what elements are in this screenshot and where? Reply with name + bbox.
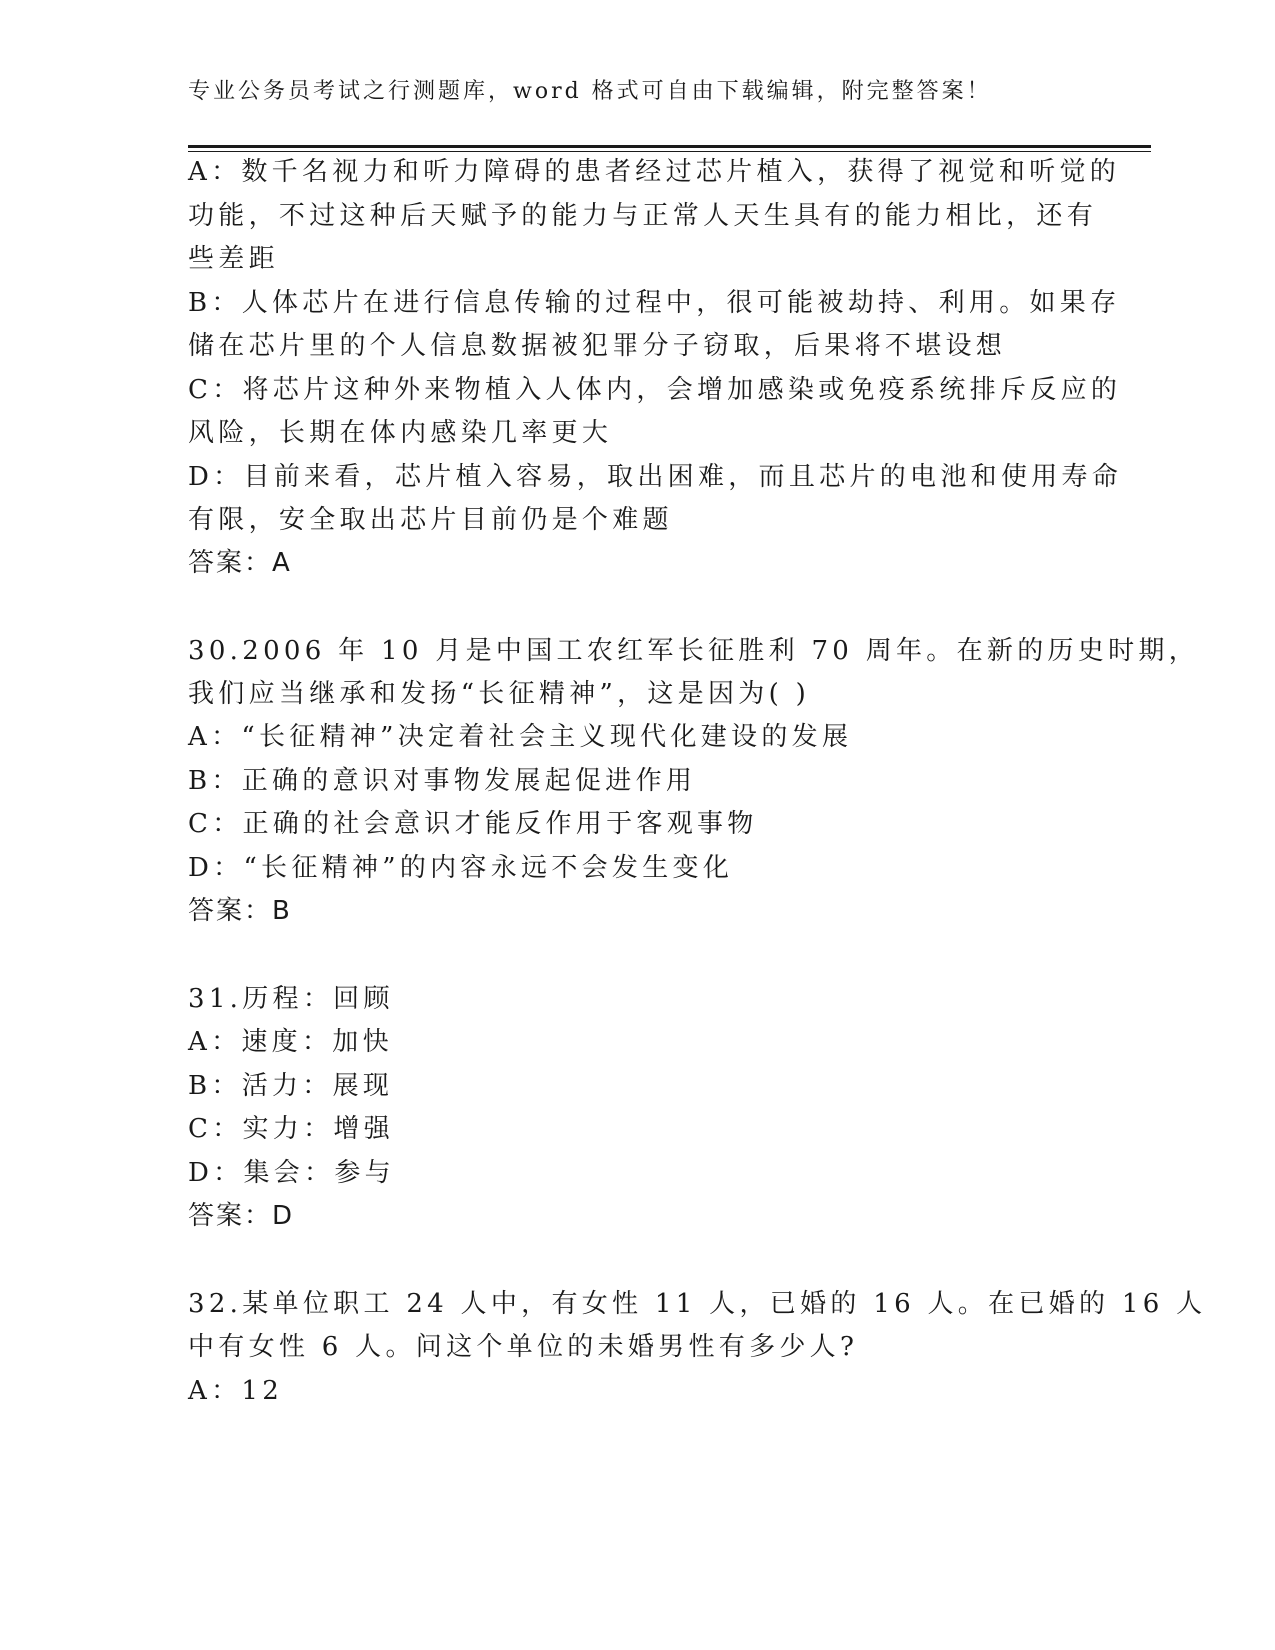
q29-option-c-line-1: C：将芯片这种外来物植入人体内，会增加感染或免疫系统排斥反应的	[188, 375, 1122, 405]
q31-option-a: A：速度：加快	[188, 1027, 393, 1057]
q30-option-a: A：“长征精神”决定着社会主义现代化建设的发展	[188, 722, 853, 752]
q31-answer: 答案：D	[188, 1201, 295, 1231]
q29-option-a-line-3: 些差距	[188, 244, 279, 274]
q31-option-d: D：集会：参与	[188, 1158, 395, 1188]
q29-answer: 答案：A	[188, 548, 292, 578]
q29-option-c-line-2: 风险，长期在体内感染几率更大	[188, 418, 613, 448]
q29-option-d-line-2: 有限，安全取出芯片目前仍是个难题	[188, 505, 673, 535]
q29-option-a-line-1: A：数千名视力和听力障碍的患者经过芯片植入，获得了视觉和听觉的	[188, 157, 1121, 187]
q31-stem: 31.历程：回顾	[188, 984, 394, 1014]
q31-option-c: C：实力：增强	[188, 1114, 394, 1144]
q29-option-d-line-1: D：目前来看，芯片植入容易，取出困难，而且芯片的电池和使用寿命	[188, 462, 1123, 492]
q30-option-d: D：“长征精神”的内容永远不会发生变化	[188, 853, 734, 883]
q30-option-c: C：正确的社会意识才能反作用于客观事物	[188, 809, 758, 839]
header-rule-thin	[188, 151, 1151, 152]
q29-option-b-line-1: B：人体芯片在进行信息传输的过程中，很可能被劫持、利用。如果存	[188, 288, 1121, 318]
q29-option-a-line-2: 功能，不过这种后天赋予的能力与正常人天生具有的能力相比，还有	[188, 201, 1098, 231]
q32-option-a: A：12	[188, 1376, 284, 1406]
q32-stem-line-1: 32.某单位职工 24 人中，有女性 11 人，已婚的 16 人。在已婚的 16 人	[188, 1289, 1207, 1319]
q32-stem-line-2: 中有女性 6 人。问这个单位的未婚男性有多少人?	[188, 1332, 859, 1362]
q31-option-b: B：活力：展现	[188, 1071, 394, 1101]
q29-option-b-line-2: 储在芯片里的个人信息数据被犯罪分子窃取，后果将不堪设想	[188, 331, 1007, 361]
header-rule-thick	[188, 145, 1151, 148]
q30-stem-line-1: 30.2006 年 10 月是中国工农红军长征胜利 70 周年。在新的历史时期，	[188, 636, 1200, 666]
page-header: 专业公务员考试之行测题库，word 格式可自由下载编辑，附完整答案！	[188, 79, 992, 104]
q30-stem-line-2: 我们应当继承和发扬“长征精神”，这是因为( )	[188, 679, 811, 709]
q30-answer: 答案：B	[188, 896, 292, 926]
q30-option-b: B：正确的意识对事物发展起促进作用	[188, 766, 697, 796]
